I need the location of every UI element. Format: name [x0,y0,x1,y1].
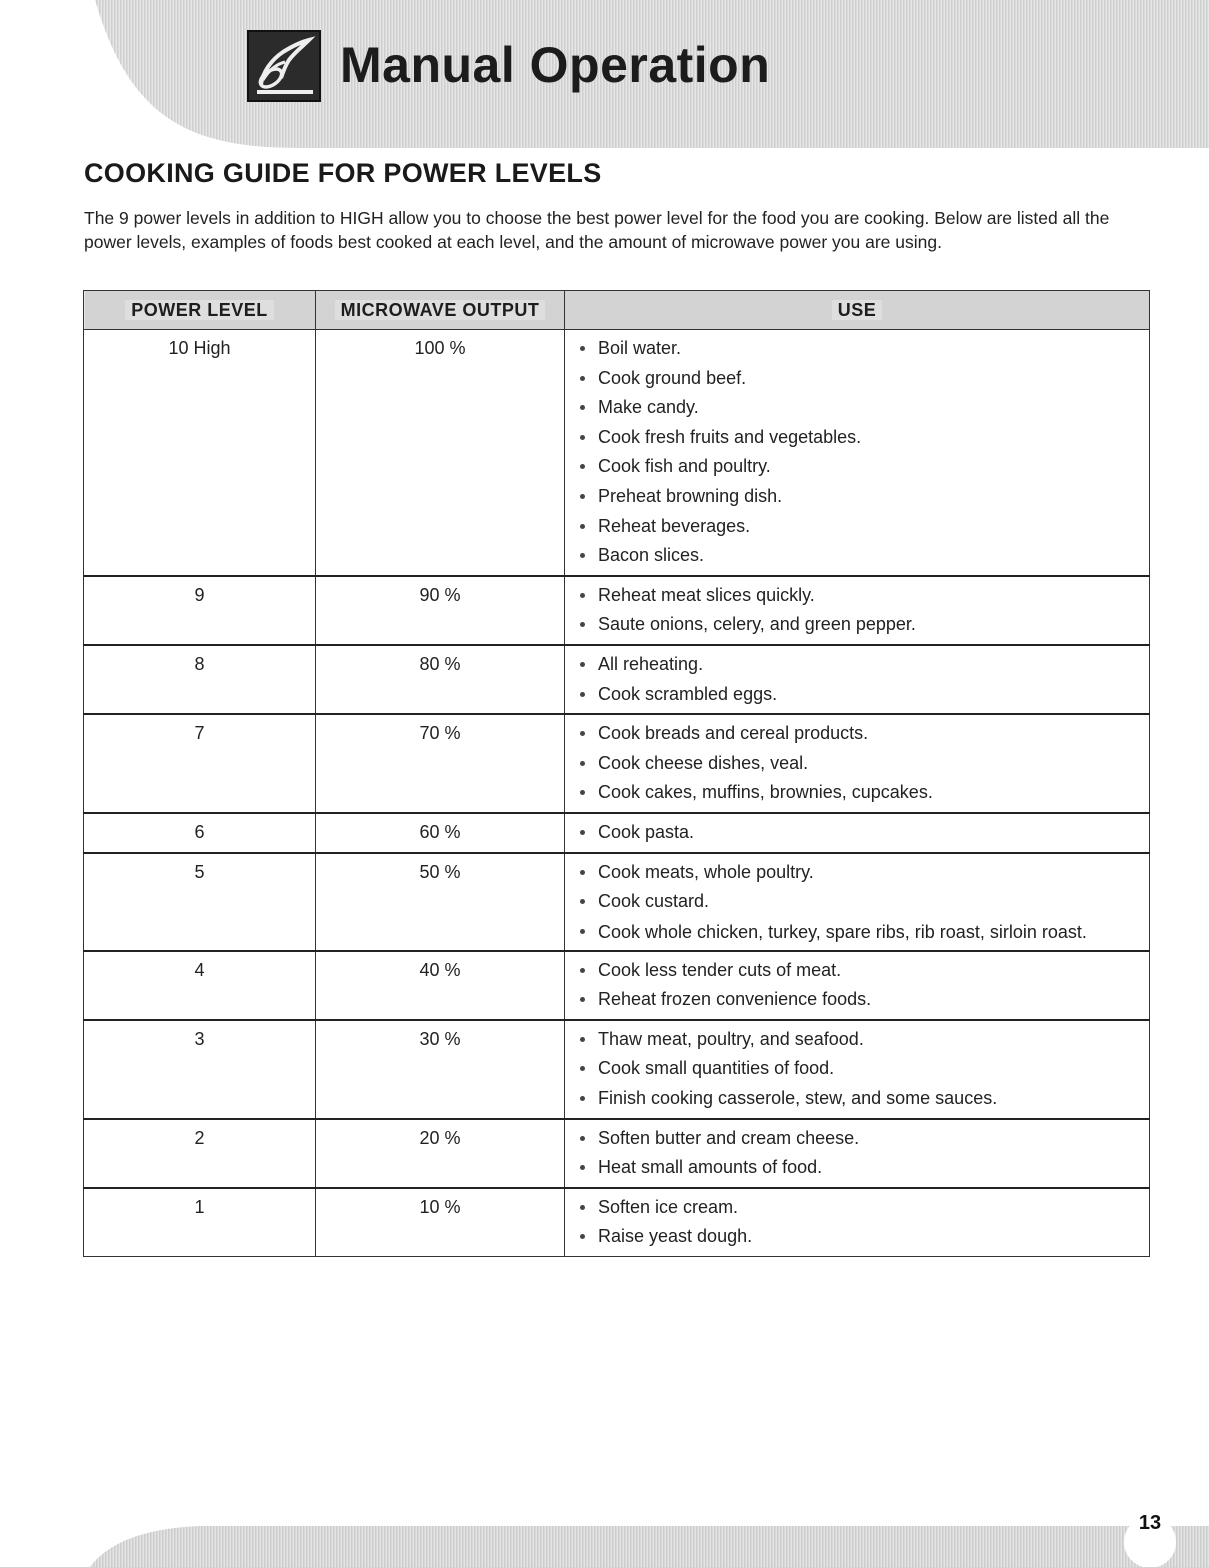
list-item: Finish cooking casserole, stew, and some sauces. [565,1084,1149,1114]
list-item: Boil water. [565,334,1149,364]
list-item: Cook ground beef. [565,364,1149,394]
table-row [84,813,1150,853]
table-row [84,645,1150,714]
column-header-microwave-output [316,291,565,330]
column-header-label: USE [832,300,883,320]
use-cell [565,853,1150,951]
use-cell [565,813,1150,853]
use-cell [565,951,1150,1020]
use-list [565,330,1149,575]
list-item: Cook meats, whole poultry. [565,858,1149,888]
use-list [565,1120,1149,1187]
list-item: Cook whole chicken, turkey, spare ribs, rib roast, sirloin roast. [565,917,1149,946]
power-level-cell: 9 [84,576,316,645]
list-item: Reheat frozen convenience foods. [565,985,1149,1015]
hand-icon [247,30,321,102]
page-number: 13 [1138,1512,1162,1534]
power-level-cell: 4 [84,951,316,1020]
list-item: Cook scrambled eggs. [565,680,1149,710]
microwave-output-cell: 100 % [316,330,565,576]
power-level-cell: 10 High [84,330,316,576]
list-item: Cook fish and poultry. [565,452,1149,482]
microwave-output-cell: 10 % [316,1188,565,1257]
use-cell [565,714,1150,813]
use-cell [565,1020,1150,1119]
microwave-output-cell: 70 % [316,714,565,813]
table-body [84,330,1150,1257]
intro-paragraph: The 9 power levels in addition to HIGH allow you to choose the best power level for the food you are cooking. Below are listed all the power levels, examples of foods best cooked at each level, and the amount of microwave power you are using. [84,208,1110,252]
use-cell [565,330,1150,576]
list-item: All reheating. [565,650,1149,680]
list-item: Reheat beverages. [565,512,1149,542]
list-item: Cook breads and cereal products. [565,719,1149,749]
power-level-cell: 3 [84,1020,316,1119]
microwave-output-cell: 80 % [316,645,565,714]
use-list [565,1021,1149,1118]
power-level-cell: 5 [84,853,316,951]
table-row [84,330,1150,576]
list-item: Saute onions, celery, and green pepper. [565,610,1149,640]
use-list [565,854,1149,950]
list-item: Bacon slices. [565,541,1149,571]
page-header-title: Manual Operation [340,37,771,93]
list-item: Raise yeast dough. [565,1222,1149,1252]
list-item: Cook less tender cuts of meat. [565,956,1149,986]
use-list [565,952,1149,1019]
list-item: Cook pasta. [565,818,1149,848]
column-header-label: POWER LEVEL [125,300,274,320]
power-level-cell: 7 [84,714,316,813]
use-list [565,814,1149,852]
table-header-row [84,291,1150,330]
power-level-cell: 8 [84,645,316,714]
use-list [565,715,1149,812]
list-item: Cook cheese dishes, veal. [565,749,1149,779]
use-cell [565,576,1150,645]
table-row [84,1020,1150,1119]
use-list [565,577,1149,644]
microwave-output-cell: 30 % [316,1020,565,1119]
footer-band [0,1500,1209,1567]
power-level-cell: 2 [84,1119,316,1188]
list-item: Soften butter and cream cheese. [565,1124,1149,1154]
list-item: Cook custard. [565,887,1149,917]
table-row [84,576,1150,645]
list-item: Soften ice cream. [565,1193,1149,1223]
table-row [84,1188,1150,1257]
microwave-output-cell: 90 % [316,576,565,645]
microwave-output-cell: 60 % [316,813,565,853]
header-band [0,0,1209,150]
table-row [84,714,1150,813]
use-cell [565,1119,1150,1188]
table-row [84,951,1150,1020]
list-item: Heat small amounts of food. [565,1153,1149,1183]
list-item: Make candy. [565,393,1149,423]
footer-band-graphic [0,1500,1209,1567]
use-list [565,1189,1149,1256]
list-item: Cook small quantities of food. [565,1054,1149,1084]
list-item: Cook cakes, muffins, brownies, cupcakes. [565,778,1149,808]
column-header-use [565,291,1150,330]
power-level-cell: 6 [84,813,316,853]
microwave-output-cell: 40 % [316,951,565,1020]
list-item: Thaw meat, poultry, and seafood. [565,1025,1149,1055]
table-row [84,1119,1150,1188]
microwave-output-cell: 20 % [316,1119,565,1188]
use-list [565,646,1149,713]
column-header-label: MICROWAVE OUTPUT [335,300,546,320]
use-cell [565,645,1150,714]
list-item: Preheat browning dish. [565,482,1149,512]
table-row [84,853,1150,951]
use-cell [565,1188,1150,1257]
power-level-cell: 1 [84,1188,316,1257]
section-title: COOKING GUIDE FOR POWER LEVELS [84,158,602,188]
column-header-power-level [84,291,316,330]
list-item: Cook fresh fruits and vegetables. [565,423,1149,453]
microwave-output-cell: 50 % [316,853,565,951]
list-item: Reheat meat slices quickly. [565,581,1149,611]
power-levels-table [83,290,1150,1257]
